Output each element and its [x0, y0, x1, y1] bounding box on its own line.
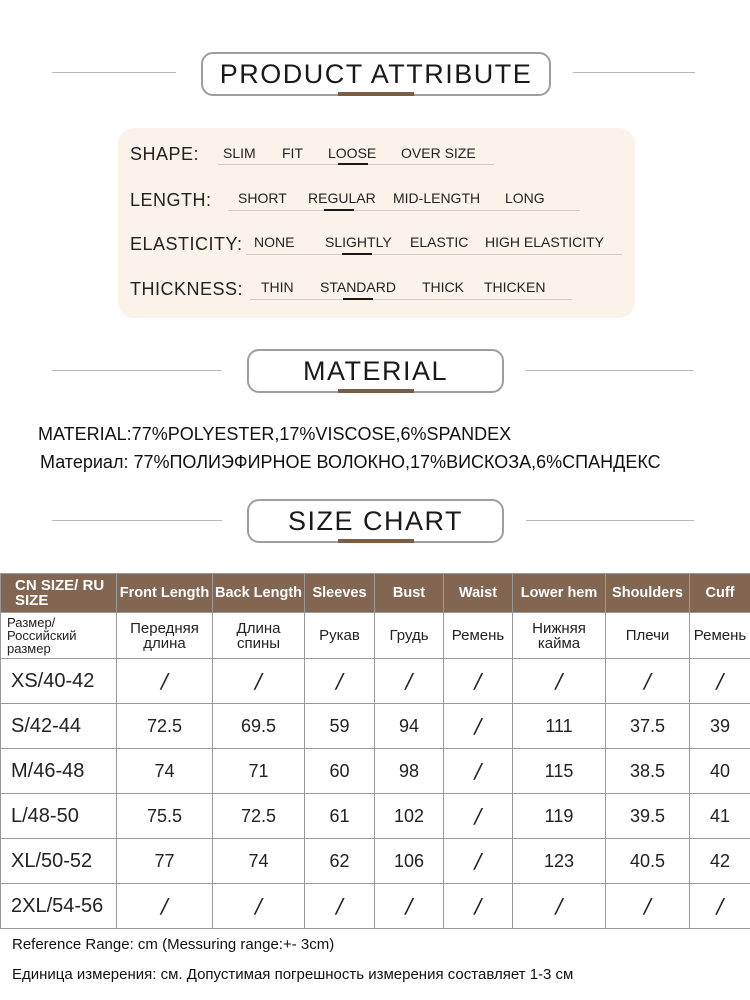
header-cell: Грудь [375, 613, 444, 659]
selected-marker [324, 209, 354, 211]
measurement-cell: / [375, 659, 444, 704]
table-row [1, 884, 750, 929]
measurement-cell: 111 [513, 704, 606, 749]
size-cell: XL/50-52 [1, 839, 117, 884]
table-row [1, 749, 750, 794]
title-underline [338, 539, 414, 543]
measurement-cell: 72.5 [213, 794, 305, 839]
measurement-cell: 40 [690, 749, 750, 794]
header-cell: Длина спины [213, 613, 305, 659]
divider-left [52, 72, 176, 73]
measurement-cell: / [444, 794, 513, 839]
measurement-cell: 39.5 [606, 794, 690, 839]
size-cell: XS/40-42 [1, 659, 117, 704]
attr-option: SHORT [238, 190, 287, 206]
selected-marker [343, 298, 373, 300]
header-cell: Back Length [213, 574, 305, 613]
header-cell: Ремень [444, 613, 513, 659]
attr-option: NONE [254, 234, 295, 250]
table-row [1, 659, 750, 704]
footnote-ru: Единица измерения: см. Допустимая погрешность измерения составляет 1-3 см [12, 966, 574, 983]
header-cell: CN SIZE/ RU SIZE [1, 574, 117, 613]
divider-right [526, 370, 694, 371]
attr-option: MID-LENGTH [393, 190, 481, 206]
measurement-cell: / [117, 884, 213, 929]
measurement-cell: / [444, 749, 513, 794]
attr-row-line [246, 254, 622, 255]
header-cell: Bust [375, 574, 444, 613]
measurement-cell: 60 [305, 749, 375, 794]
table-row [1, 839, 750, 884]
measurement-cell: / [444, 659, 513, 704]
section-title-material [247, 349, 504, 393]
measurement-cell: / [444, 704, 513, 749]
measurement-cell: / [213, 884, 305, 929]
selected-marker [342, 253, 372, 255]
measurement-cell: 77 [117, 839, 213, 884]
attr-label-shape: SHAPE: [130, 144, 200, 164]
measurement-cell: 41 [690, 794, 750, 839]
measurement-cell: 69.5 [213, 704, 305, 749]
measurement-cell: / [513, 659, 606, 704]
measurement-cell: / [606, 884, 690, 929]
section-title-product-attribute [201, 52, 551, 96]
attr-option: SLIM [223, 145, 256, 161]
material-line-en: MATERIAL:77%POLYESTER,17%VISCOSE,6%SPANDEX [38, 424, 512, 444]
table-row [1, 704, 750, 749]
attr-option-selected: LOOSE [328, 145, 377, 161]
size-cell: S/42-44 [1, 704, 117, 749]
section-title-text: MATERIAL [302, 355, 449, 386]
measurement-cell: 98 [375, 749, 444, 794]
header-cell: Cuff [690, 574, 750, 613]
header-cell: Рукав [305, 613, 375, 659]
attr-option: FIT [282, 145, 303, 161]
divider-right [573, 72, 695, 73]
measurement-cell: 38.5 [606, 749, 690, 794]
attr-label-thickness: THICKNESS: [130, 279, 244, 299]
measurement-cell: 119 [513, 794, 606, 839]
attr-row-line [250, 299, 572, 300]
header-cell: Lower hem [513, 574, 606, 613]
size-cell: L/48-50 [1, 794, 117, 839]
measurement-cell: 123 [513, 839, 606, 884]
measurement-cell: 106 [375, 839, 444, 884]
table-header-en [1, 574, 750, 613]
divider-right [526, 520, 694, 521]
title-underline [338, 92, 414, 96]
divider-left [52, 370, 222, 371]
measurement-cell: / [690, 884, 750, 929]
section-title-size-chart [247, 499, 504, 543]
measurement-cell: 62 [305, 839, 375, 884]
measurement-cell: / [444, 884, 513, 929]
size-cell: M/46-48 [1, 749, 117, 794]
attr-option: LONG [505, 190, 545, 206]
attr-option-selected: STANDARD [320, 279, 396, 295]
header-cell: Front Length [117, 574, 213, 613]
attr-option: THIN [261, 279, 294, 295]
measurement-cell: 61 [305, 794, 375, 839]
attr-option: HIGH ELASTICITY [485, 234, 605, 250]
header-cell: Передняя длина [117, 613, 213, 659]
header-cell: Waist [444, 574, 513, 613]
attr-label-elasticity: ELASTICITY: [130, 234, 243, 254]
attr-row-line [228, 210, 580, 211]
size-chart-table [0, 573, 750, 929]
measurement-cell: 39 [690, 704, 750, 749]
table-row [1, 794, 750, 839]
measurement-cell: / [213, 659, 305, 704]
measurement-cell: / [375, 884, 444, 929]
measurement-cell: / [305, 659, 375, 704]
measurement-cell: 40.5 [606, 839, 690, 884]
size-cell: 2XL/54-56 [1, 884, 117, 929]
header-cell: Shoulders [606, 574, 690, 613]
divider-left [52, 520, 222, 521]
measurement-cell: / [606, 659, 690, 704]
title-underline [338, 389, 414, 393]
measurement-cell: / [305, 884, 375, 929]
attr-option-selected: REGULAR [308, 190, 376, 206]
measurement-cell: 74 [213, 839, 305, 884]
header-cell: Ремень [690, 613, 750, 659]
attribute-panel [118, 128, 635, 318]
header-cell: Размер/ Российский размер [1, 613, 117, 659]
attr-label-length: LENGTH: [130, 190, 212, 210]
footnote-en: Reference Range: cm (Messuring range:+- 3cm) [12, 936, 335, 953]
attr-option: OVER SIZE [401, 145, 476, 161]
attr-option: THICKEN [484, 279, 546, 295]
measurement-cell: 59 [305, 704, 375, 749]
section-title-text: PRODUCT ATTRIBUTE [219, 58, 533, 89]
measurement-cell: 71 [213, 749, 305, 794]
measurement-cell: 94 [375, 704, 444, 749]
attr-option: THICK [422, 279, 464, 295]
section-title-text: SIZE CHART [287, 505, 464, 536]
measurement-cell: 37.5 [606, 704, 690, 749]
header-cell: Sleeves [305, 574, 375, 613]
measurement-cell: 75.5 [117, 794, 213, 839]
measurement-cell: / [513, 884, 606, 929]
attr-option: ELASTIC [410, 234, 469, 250]
material-line-ru: Материал: 77%ПОЛИЭФИРНОЕ ВОЛОКНО,17%ВИСКОЗА,6%СПАНДЕКС [40, 452, 661, 472]
measurement-cell: 74 [117, 749, 213, 794]
measurement-cell: 42 [690, 839, 750, 884]
measurement-cell: / [444, 839, 513, 884]
measurement-cell: 72.5 [117, 704, 213, 749]
table-header-ru [1, 613, 750, 659]
attr-option-selected: SLIGHTLY [325, 234, 392, 250]
header-cell: Нижняя кайма [513, 613, 606, 659]
measurement-cell: 102 [375, 794, 444, 839]
header-cell: Плечи [606, 613, 690, 659]
measurement-cell: / [690, 659, 750, 704]
selected-marker [338, 163, 368, 165]
measurement-cell: 115 [513, 749, 606, 794]
measurement-cell: / [117, 659, 213, 704]
